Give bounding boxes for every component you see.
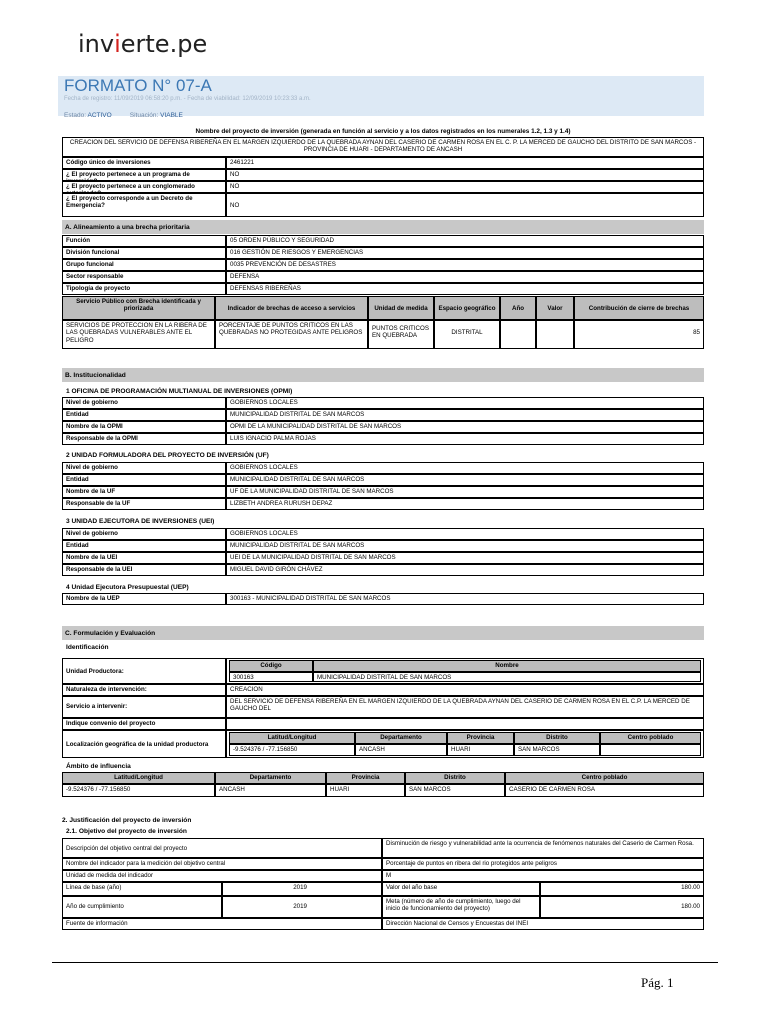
sector-value: DEFENSA <box>226 271 704 283</box>
uei-responsable-label: Responsable de la UEI <box>62 564 226 576</box>
funcion-value: 05 ORDEN PÚBLICO Y SEGURIDAD <box>226 235 704 247</box>
base-year: 2019 <box>222 882 382 896</box>
uf-responsable-value: LIZBETH ANDREA RURUSH DEPAZ <box>226 498 704 510</box>
brecha-header-anio: Año <box>500 296 536 320</box>
loc-header-distrito: Distrito <box>514 732 600 744</box>
division-value: 016 GESTIÓN DE RIESGOS Y EMERGENCIAS <box>226 247 704 259</box>
uep-nombre-value: 300163 - MUNICIPALIDAD DISTRITAL DE SAN MARCOS <box>226 593 704 605</box>
sector-label: Sector responsable <box>62 271 226 283</box>
loc-header-centro: Centro poblado <box>600 732 701 744</box>
loc-provincia: HUARI <box>447 744 514 756</box>
indicador-value: Porcentaje de puntos en ribera del rio protegidos ante peligros <box>382 858 704 870</box>
cumplimiento-label: Año de cumplimiento <box>62 896 222 918</box>
loc-centro <box>600 744 701 756</box>
localizacion-label: Localización geográfica de la unidad productora <box>62 730 226 758</box>
opmi-title: 1 OFICINA DE PROGRAMACIÓN MULTIANUAL DE INVERSIONES (OPMI) <box>66 388 293 395</box>
servicio-label: Servicio a intervenir: <box>62 696 226 718</box>
funcion-label: Función <box>62 235 226 247</box>
brecha-header-indicador: Indicador de brechas de acceso a servicios <box>215 296 368 320</box>
uf-entidad-value: MUNICIPALIDAD DISTRITAL DE SAN MARCOS <box>226 474 704 486</box>
fuente-value: Dirección Nacional de Censos y Encuestas del INEI <box>382 918 704 930</box>
uei-responsable-value: MIGUEL DAVID GIRÓN CHÁVEZ <box>226 564 704 576</box>
opmi-responsable-value: LUIS IGNACIO PALMA ROJAS <box>226 433 704 445</box>
grupo-label: Grupo funcional <box>62 259 226 271</box>
meta-valor: 180.00 <box>540 896 704 918</box>
section-a-title: A. Alineamiento a una brecha prioritaria <box>62 220 704 234</box>
brecha-header-contribucion: Contribución de cierre de brechas <box>574 296 704 320</box>
desc-label: Descripción del objetivo central del proyecto <box>62 838 382 858</box>
cui-label: Código único de inversiones <box>62 157 226 169</box>
project-name-caption: Nombre del proyecto de inversión (generada en función al servicio y a los datos registrados en los numerales 1.2, 1.3 y 1.4) <box>195 128 571 135</box>
cui-value: 2461221 <box>226 157 704 169</box>
uf-nivel-value: GOBIERNOS LOCALES <box>226 462 704 474</box>
uei-nivel-value: GOBIERNOS LOCALES <box>226 528 704 540</box>
uep-nombre-label: Nombre de la UEP <box>62 593 226 605</box>
desc-value: Disminución de riesgo y vulnerabilidad ante la ocurrencia de fenómenos naturales del Caserio de Carmen Rosa. <box>382 838 704 858</box>
brecha-header-espacio: Espacio geográfico <box>434 296 500 320</box>
brecha-espacio: DISTRITAL <box>434 320 500 349</box>
opmi-nombre-label: Nombre de la OPMI <box>62 421 226 433</box>
loc-header-departamento: Departamento <box>355 732 447 744</box>
amb-header-departamento: Departamento <box>215 772 326 784</box>
uei-title: 3 UNIDAD EJECUTORA DE INVERSIONES (UEI) <box>66 518 215 525</box>
grupo-value: 0035 PREVENCIÓN DE DESASTRES <box>226 259 704 271</box>
page-number: Pág. 1 <box>641 975 674 990</box>
opmi-nivel-value: GOBIERNOS LOCALES <box>226 397 704 409</box>
justificacion-title: 2. Justificación del proyecto de inversión <box>62 817 192 824</box>
loc-distrito: SAN MARCOS <box>514 744 600 756</box>
division-label: División funcional <box>62 247 226 259</box>
amb-header-provincia: Provincia <box>326 772 405 784</box>
uf-entidad-label: Entidad <box>62 474 226 486</box>
programa-label: ¿ El proyecto pertenece a un programa de <box>62 169 226 181</box>
uei-entidad-label: Entidad <box>62 540 226 552</box>
objetivo-title: 2.1. Objetivo del proyecto de inversión <box>66 828 187 835</box>
unidad-label: Unidad de medida del indicador <box>62 870 382 882</box>
unidad-productora-label: Unidad Productora: <box>62 658 226 684</box>
up-header-nombre: Nombre <box>313 660 701 672</box>
section-c-title: C. Formulación y Evaluación <box>62 626 704 640</box>
up-codigo: 300163 <box>229 672 313 682</box>
uei-nivel-label: Nivel de gobierno <box>62 528 226 540</box>
servicio-value: DEL SERVICIO DE DEFENSA RIBEREÑA EN EL MARGEN IZQUIERDO DE LA QUEBRADA AYNAN DEL CASERIO DE CARMEN ROSA EN EL C.P. LA MERCED DE GAUCHO DEL <box>226 696 704 718</box>
amb-latlon: -9.524376 / -77.156850 <box>62 784 215 797</box>
amb-provincia: HUARI <box>326 784 405 797</box>
brecha-unidad: PUNTOS CRITICOS EN QUEBRADA <box>368 320 434 349</box>
brecha-contribucion: 85 <box>574 320 704 349</box>
brecha-header-unidad: Unidad de medida <box>368 296 434 320</box>
loc-header-provincia: Provincia <box>447 732 514 744</box>
amb-header-distrito: Distrito <box>405 772 505 784</box>
up-header-codigo: Código <box>229 660 313 672</box>
loc-header-latlon: Latitud/Longitud <box>229 732 355 744</box>
opmi-entidad-value: MUNICIPALIDAD DISTRITAL DE SAN MARCOS <box>226 409 704 421</box>
uei-nombre-value: UEI DE LA MUNICIPALIDAD DISTRITAL DE SAN MARCOS <box>226 552 704 564</box>
opmi-responsable-label: Responsable de la OPMI <box>62 433 226 445</box>
uf-nivel-label: Nivel de gobierno <box>62 462 226 474</box>
base-valor: 180.00 <box>540 882 704 896</box>
unidad-value: M <box>382 870 704 882</box>
conglomerado-label: ¿ El proyecto pertenece a un conglomerado <box>62 181 226 193</box>
invierte-logo: invierte.pe <box>78 30 208 58</box>
identificacion-title: Identificación <box>66 644 109 651</box>
tipologia-label: Tipología de proyecto <box>62 283 226 295</box>
naturaleza-value: CREACION <box>226 684 704 696</box>
emergencia-label: ¿ El proyecto corresponde a un Decreto de Emergencia? <box>62 193 226 217</box>
brecha-valor <box>536 320 574 349</box>
brecha-indicador: PORCENTAJE DE PUNTOS CRITICOS EN LAS QUEBRADAS NO PROTEGIDAS ANTE PELIGROS <box>215 320 368 349</box>
uf-title: 2 UNIDAD FORMULADORA DEL PROYECTO DE INVERSIÓN (UF) <box>66 452 269 459</box>
uf-responsable-label: Responsable de la UF <box>62 498 226 510</box>
uf-nombre-label: Nombre de la UF <box>62 486 226 498</box>
loc-latlon: -9.524376 / -77.156850 <box>229 744 355 756</box>
convenio-label: Indique convenio del proyecto <box>62 718 226 730</box>
uf-nombre-value: UF DE LA MUNICIPALIDAD DISTRITAL DE SAN MARCOS <box>226 486 704 498</box>
conglomerado-value: NO <box>226 181 704 193</box>
meta-label: Meta (número de año de cumplimiento, luego del inicio de funcionamiento del proyecto) <box>382 896 540 918</box>
section-b-title: B. Institucionalidad <box>62 368 704 382</box>
opmi-nivel-label: Nivel de gobierno <box>62 397 226 409</box>
uei-nombre-label: Nombre de la UEI <box>62 552 226 564</box>
uep-title: 4 Unidad Ejecutora Presupuestal (UEP) <box>66 584 189 591</box>
base-label: Línea de base (año) <box>62 882 222 896</box>
brecha-header-servicio: Servicio Público con Brecha identificada y priorizada <box>62 296 215 320</box>
brecha-servicio: SERVICIOS DE PROTECCION EN LA RIBERA DE LAS QUEBRADAS VULNERABLES ANTE EL PELIGRO <box>62 320 215 349</box>
footer-divider <box>52 962 718 963</box>
amb-distrito: SAN MARCOS <box>405 784 505 797</box>
amb-header-centro: Centro poblado <box>505 772 704 784</box>
opmi-nombre-value: OPMI DE LA MUNICIPALIDAD DISTRITAL DE SAN MARCOS <box>226 421 704 433</box>
project-name: CREACION DEL SERVICIO DE DEFENSA RIBEREÑA EN EL MARGEN IZQUIERDO DE LA QUEBRADA AYNAN DEL CASERIO DE CARMEN ROSA EN EL C. P. LA MERCED DE GAUCHO DEL DISTRITO DE SAN MARCOS - PROVINCIA DE HUARI - DEPARTAMENTO DE ANCASH <box>62 137 704 157</box>
up-nombre: MUNICIPALIDAD DISTRITAL DE SAN MARCOS <box>313 672 701 682</box>
loc-departamento: ANCASH <box>355 744 447 756</box>
fuente-label: Fuente de información <box>62 918 382 930</box>
indicador-label: Nombre del indicador para la medición del objetivo central <box>62 858 382 870</box>
naturaleza-label: Naturaleza de intervención: <box>62 684 226 696</box>
emergencia-value: NO <box>226 193 704 217</box>
format-title: FORMATO N° 07-A <box>64 76 212 95</box>
amb-centro: CASERIO DE CARMEN ROSA <box>505 784 704 797</box>
opmi-entidad-label: Entidad <box>62 409 226 421</box>
convenio-value <box>226 718 704 730</box>
ambito-title: Ámbito de influencia <box>66 763 131 770</box>
base-valor-label: Valor del año base <box>382 882 540 896</box>
amb-departamento: ANCASH <box>215 784 326 797</box>
brecha-header-valor: Valor <box>536 296 574 320</box>
cumplimiento-year: 2019 <box>222 896 382 918</box>
uei-entidad-value: MUNICIPALIDAD DISTRITAL DE SAN MARCOS <box>226 540 704 552</box>
programa-value: NO <box>226 169 704 181</box>
registration-dates: Fecha de registro: 11/09/2019 06:58:20 p.m. - Fecha de viabilidad: 12/09/2019 10:23:33 a.m. <box>64 96 311 102</box>
brecha-anio <box>500 320 536 349</box>
tipologia-value: DEFENSAS RIBEREÑAS <box>226 283 704 295</box>
amb-header-latlon: Latitud/Longitud <box>62 772 215 784</box>
status-line: Estado: ACTIVO Situación: VIABLE <box>64 112 183 119</box>
